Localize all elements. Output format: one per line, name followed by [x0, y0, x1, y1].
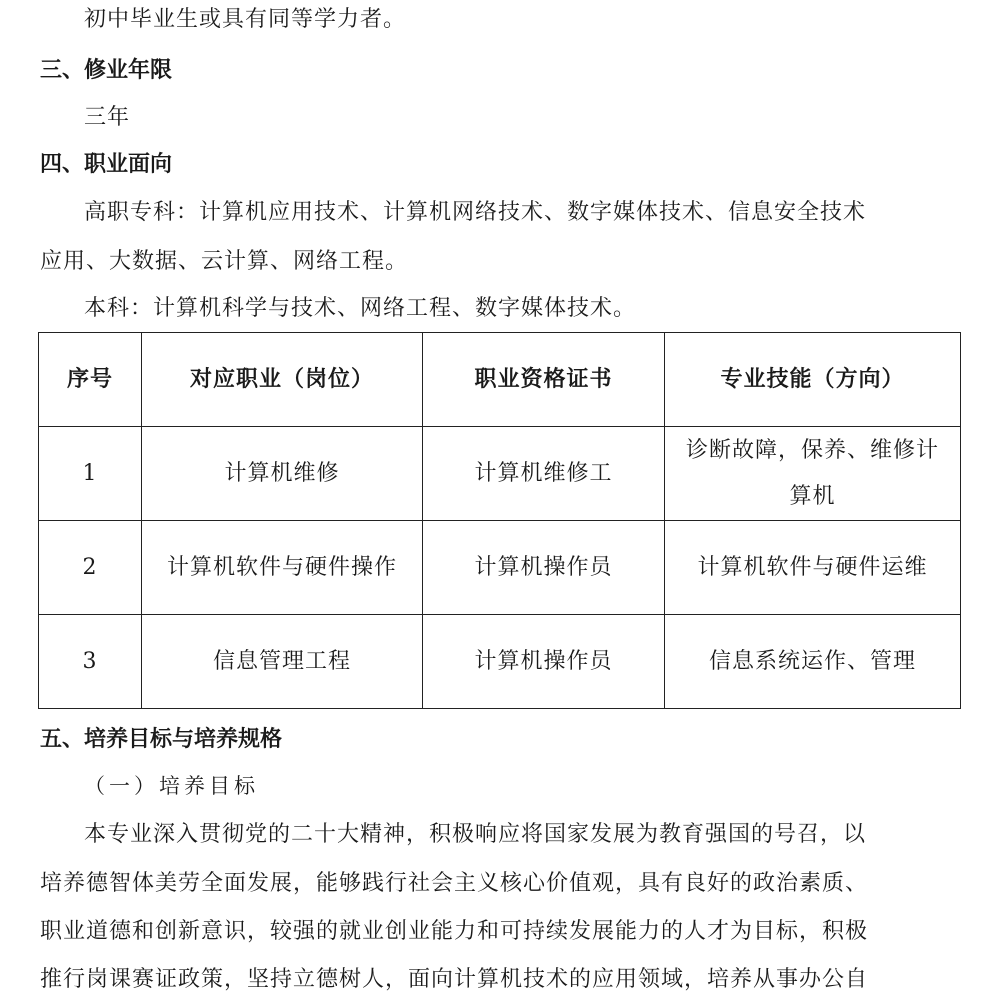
table-header-cell: 职业资格证书: [423, 333, 665, 427]
table-header-cell: 序号: [39, 333, 142, 427]
higher-vocational-line-2: 应用、大数据、云计算、网络工程。: [40, 249, 409, 274]
table-cell-index: 1: [39, 427, 142, 521]
table-cell-certificate: 计算机维修工: [423, 427, 665, 521]
table-row: [39, 615, 961, 709]
paragraph-line-2: 培养德智体美劳全面发展，能够践行社会主义核心价值观，具有良好的政治素质、: [40, 871, 869, 896]
table-cell-occupation: 计算机维修: [142, 427, 423, 521]
table-row: [39, 427, 961, 521]
table-cell-certificate: 计算机操作员: [423, 521, 665, 615]
paragraph-line-3: 职业道德和创新意识，较强的就业创业能力和可持续发展能力的人才为目标，积极: [40, 919, 869, 944]
table-header-row: [39, 333, 961, 427]
admission-text: 初中毕业生或具有同等学力者。: [84, 7, 407, 32]
section-heading-duration: 三、修业年限: [40, 58, 173, 83]
undergraduate-text: 本科：计算机科学与技术、网络工程、数字媒体技术。: [84, 296, 637, 321]
subheading-training-goal: （一）培养目标: [84, 774, 259, 798]
table-cell-skill: 计算机软件与硬件运维: [665, 521, 961, 615]
table-cell-skill: 信息系统运作、管理: [665, 615, 961, 709]
career-table: [38, 332, 961, 709]
table-row: [39, 521, 961, 615]
table-cell-occupation: 计算机软件与硬件操作: [142, 521, 423, 615]
table-cell-skill: 诊断故障，保养、维修计算机: [665, 427, 961, 521]
section-heading-career: 四、职业面向: [40, 152, 173, 177]
table-cell-index: 2: [39, 521, 142, 615]
paragraph-line-1: 本专业深入贯彻党的二十大精神，积极响应将国家发展为教育强国的号召，以: [84, 822, 867, 847]
table-cell-certificate: 计算机操作员: [423, 615, 665, 709]
paragraph-line-4: 推行岗课赛证政策，坚持立德树人，面向计算机技术的应用领域，培养从事办公自: [40, 967, 869, 992]
table-header-cell: 对应职业（岗位）: [142, 333, 423, 427]
table-cell-index: 3: [39, 615, 142, 709]
section-heading-objectives: 五、培养目标与培养规格: [40, 727, 283, 752]
duration-text: 三年: [84, 105, 131, 130]
table-cell-occupation: 信息管理工程: [142, 615, 423, 709]
higher-vocational-line-1: 高职专科：计算机应用技术、计算机网络技术、数字媒体技术、信息安全技术: [84, 200, 867, 225]
table-header-cell: 专业技能（方向）: [665, 333, 961, 427]
